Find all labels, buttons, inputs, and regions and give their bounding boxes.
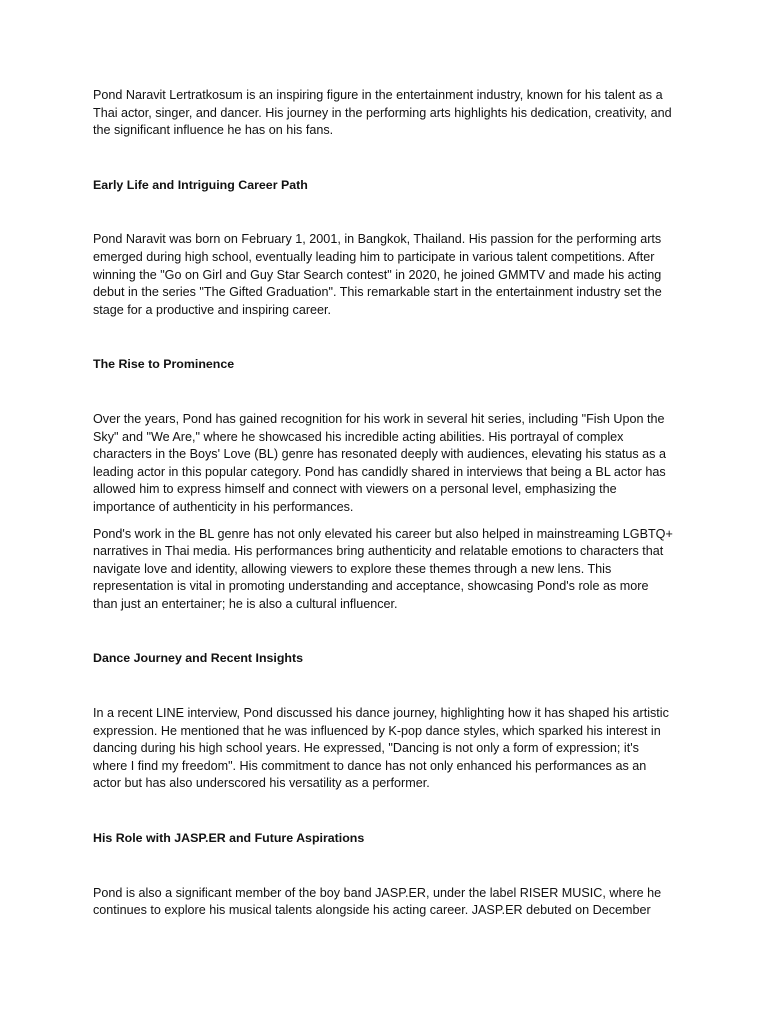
early-life-paragraph: Pond Naravit was born on February 1, 2001, in Bangkok, Thailand. His passion for the performing arts emerged during high school, eventually leading him to participate in various talent competitions. After winning the "Go on Girl and Guy Star Search contest" in 2020, he joined GMMTV and made his acting debut in the series "The Gifted Graduation". This remarkable start in the entertainment industry set the stage for a productive and inspiring career. [93,232,662,317]
section-heading-rise: The Rise to Prominence [93,357,235,372]
section-heading-dance: Dance Journey and Recent Insights [93,651,304,666]
jasper-paragraph: Pond is also a significant member of the boy band JASP.ER, under the label RISER MUSIC, where he continues to explore his musical talents alongside his acting career. JASP.ER debuted on December [93,885,662,918]
rise-paragraph-1: Over the years, Pond has gained recognition for his work in several hit series, including "Fish Upon the Sky" and "We Are," where he showcased his incredible acting abilities. His portrayal of complex characters in the Boys' Love (BL) genre has resonated deeply with audiences, elevating his status as a leading actor in this popular category. Pond has candidly shared in interviews that being a BL actor has allowed him to express himself and connect with viewers on a personal level, emphasizing the importance of authenticity in his performances. [93,411,666,514]
intro-paragraph: Pond Naravit Lertratkosum is an inspiring figure in the entertainment industry, known for his talent as a Thai actor, singer, and dancer. His journey in the performing arts highlights his dedication, creativity, and the significant influence he has on his fans. [93,88,672,138]
section-heading-jasper: His Role with JASP.ER and Future Aspirations [93,831,365,846]
rise-paragraph-2: Pond's work in the BL genre has not only elevated his career but also helped in mainstreaming LGBTQ+ narratives in Thai media. His performances bring authenticity and relatable emotions to characters that navigate love and identity, allowing viewers to explore these themes through a new lens. This representation is vital in promoting understanding and acceptance, showcasing Pond's role as more than just an entertainer; he is also a cultural influencer. [93,526,673,611]
section-heading-early-life: Early Life and Intriguing Career Path [93,177,308,192]
dance-paragraph: In a recent LINE interview, Pond discussed his dance journey, highlighting how it has shaped his artistic expression. He mentioned that he was influenced by K-pop dance styles, which sparked his interest in dancing during his high school years. He expressed, "Dancing is not only a form of expression; it's where I find my freedom". His commitment to dance has not only enhanced his performances as an actor but has also underscored his versatility as a performer. [93,706,669,791]
